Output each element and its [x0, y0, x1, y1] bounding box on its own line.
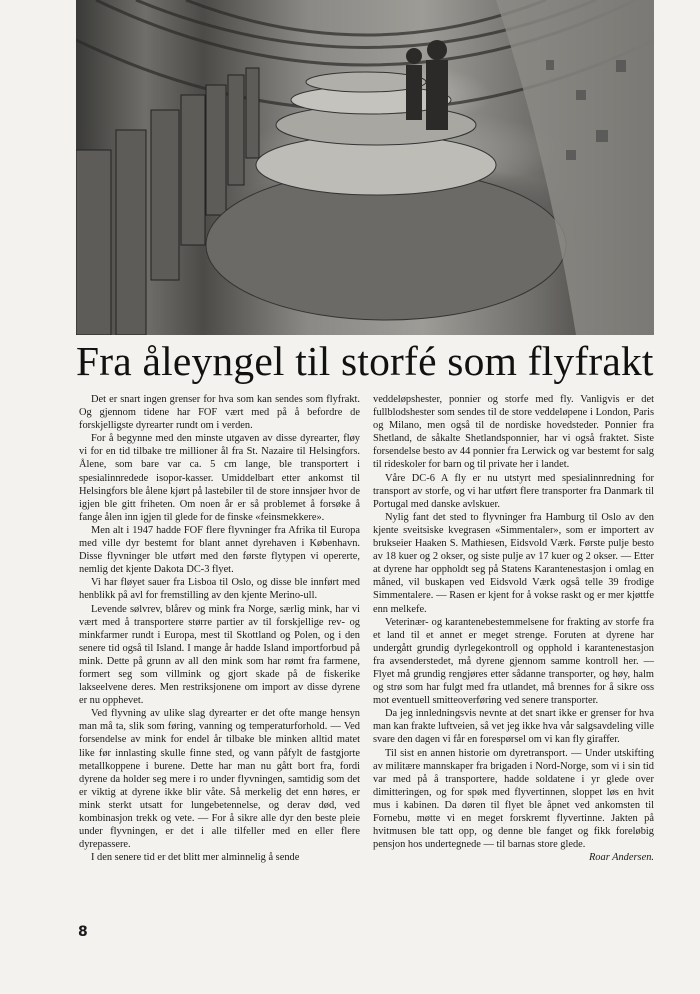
- paragraph: veddeløpshester, ponnier og storfe med fly. Vanligvis er det fullblodshester som sendes til de store veddeløpene i London, Paris og Milano, men også til de nordiske hovedsteder. Ponnier fra Shetland, de såkalte Shetlandsponnier, har vi også fraktet. Siste forsendelse besto av 44 ponnier fra Lerwick og var bestemt for salg til rideskoler for barn og til private her i landet.: [373, 394, 654, 471]
- paragraph: Til sist en annen historie om dyretransport. — Under utskifting av militære mannskaper fra brigaden i Nord-Norge, som vi i sin tid var med på å transportere, hadde soldatene i yr glede over dimitteringen, og for spøk med flyvertinnen, sloppet løs en hvit mus i kabinen. Da døren til flyet ble åpnet ved ankomsten til Fornebu, møtte vi en meget forskremt flyvertinne. Jakten på hvitmusen ble tatt opp, og denne ble fanget og fikk foreløbig pensjon hos undertegnede — til barnas store glede.: [373, 747, 654, 851]
- article-column-right: [373, 393, 654, 864]
- paragraph: Ved flyvning av ulike slag dyrearter er det ofte mange hensyn man må ta, slik som føring, vanning og temperaturforhold. — Ved forsendelse av mink for endel år tilbake ble minken alltid matet like før innlasting skulle finne sted, og vann påfylt de fastgjorte metallkoppene i burene. Dette har man nu gått bort fra, fordi dyrene da holder seg mere i ro under flyvningen, samtidig som det er viktig at dyrene ikke blir våte. Så merkelig det enn høres, er mink sterkt utsatt for lungebetennelse, og derav død, ved kombinasjon trekk og vete. — For å sikre alle dyr den beste pleie under flyvningen, er det i alle tilfeller med en eller flere dyrepassere.: [79, 708, 360, 851]
- paragraph: Nylig fant det sted to flyvninger fra Hamburg til Oslo av den kjente sveitsiske kvegrasen «Simmentaler», som er importert av brukseier Haaken S. Mathiesen, Eidsvold Værk. Første pulje besto av 18 kuer og 2 okser, og siste pulje av 17 kuer og 2 okser. — Etter at dyrene har oppholdt seg på Statens Karantenestasjon i omlag en måned, vil buskapen ved Eidsvold Værk også telle 39 frodige Simmentalere. — Rasen er kjent for å vokse raskt og er mer kjøttfe enn melkefe.: [373, 511, 654, 615]
- paragraph: For å begynne med den minste utgaven av disse dyrearter, fløy vi for en tid tilbake tre millioner ål fra St. Nazaire til Helsingfors. Ålene, som bare var ca. 5 cm lange, ble transportert i spesialinnredede isopor-kasser. Umiddelbart etter ankomst til Helsingfors ble ålene kjørt på lastebiler til de store innsjøer hvor de igjen ble gitt friheten. Om noen år er så problemet å forsøke å fange ålen inn igjen til glede for de finske «feinsmekkere».: [79, 433, 360, 523]
- article-title: Fra åleyngel til storfé som flyfrakt: [76, 338, 654, 384]
- cattle-cargo-photo: [76, 0, 654, 335]
- paragraph: Våre DC-6 A fly er nu utstyrt med spesialinnredning for transport av storfe, og vi har utført flere transporter fra Danmark til Portugal med danske avlskuer.: [373, 472, 654, 510]
- paragraph: Men alt i 1947 hadde FOF flere flyvninger fra Afrika til Europa med ville dyr bestemt for blant annet dyrehaven i København. Disse flyvninger ble utført med den første flytypen vi opererte, nemlig det kjente Dakota DC-3 flyet.: [79, 524, 360, 576]
- article-column-left: [79, 393, 360, 864]
- paragraph: Det er snart ingen grenser for hva som kan sendes som flyfrakt. Og gjennom tidene har FOF vært med på å befordre de forskjelligste dyrearter rundt om i verden.: [79, 394, 360, 432]
- paragraph: Veterinær- og karantenebestemmelsene for frakting av storfe fra et land til et annet er meget strenge. Foruten at dyrene har undergått grundig dyrlegekontroll og opphold i karantenestasjon fra avsenderstedet, må dyrene gjennom samme kontroll her. — Flyet må grundig rengjøres etter sådanne transporter, og høy, halm og strø som har fulgt med fra utlandet, må brennes for å sikre oss mot eventuell smitteoverføring ved senere transporter.: [373, 616, 654, 707]
- airplane-cargo-hold-cattle-photo-icon: [76, 0, 654, 335]
- paragraph: Vi har fløyet sauer fra Lisboa til Oslo, og disse ble innført med henblikk på avl for fremstilling av den kjente Merino-ull.: [79, 577, 360, 602]
- paragraph: Da jeg innledningsvis nevnte at det snart ikke er grenser for hva man kan frakte luftveien, så vet jeg ikke hva vår salgsavdeling ville svare den dagen vi får en forespørsel om vi kan fly giraffer.: [373, 708, 654, 746]
- page-number: 8: [78, 924, 88, 940]
- author-signature: Roar Andersen.: [588, 852, 654, 864]
- paragraph: I den senere tid er det blitt mer alminnelig å sende: [91, 852, 300, 864]
- paragraph: Levende sølvrev, blårev og mink fra Norge, særlig mink, har vi vært med å transportere større partier av til forskjellige rev- og minkfarmer rundt i Europa, mest til Skottland og Polen, og i den senere tid også til Island. I mange år hadde Island importforbud på mink. Dette på grunn av all den mink som har rømt fra farmene, formert seg som villmink og gjort skade på de fiskerike lakseelvene deres. Men restriksjonene om import av disse dyrene er nu opphevet.: [79, 603, 360, 707]
